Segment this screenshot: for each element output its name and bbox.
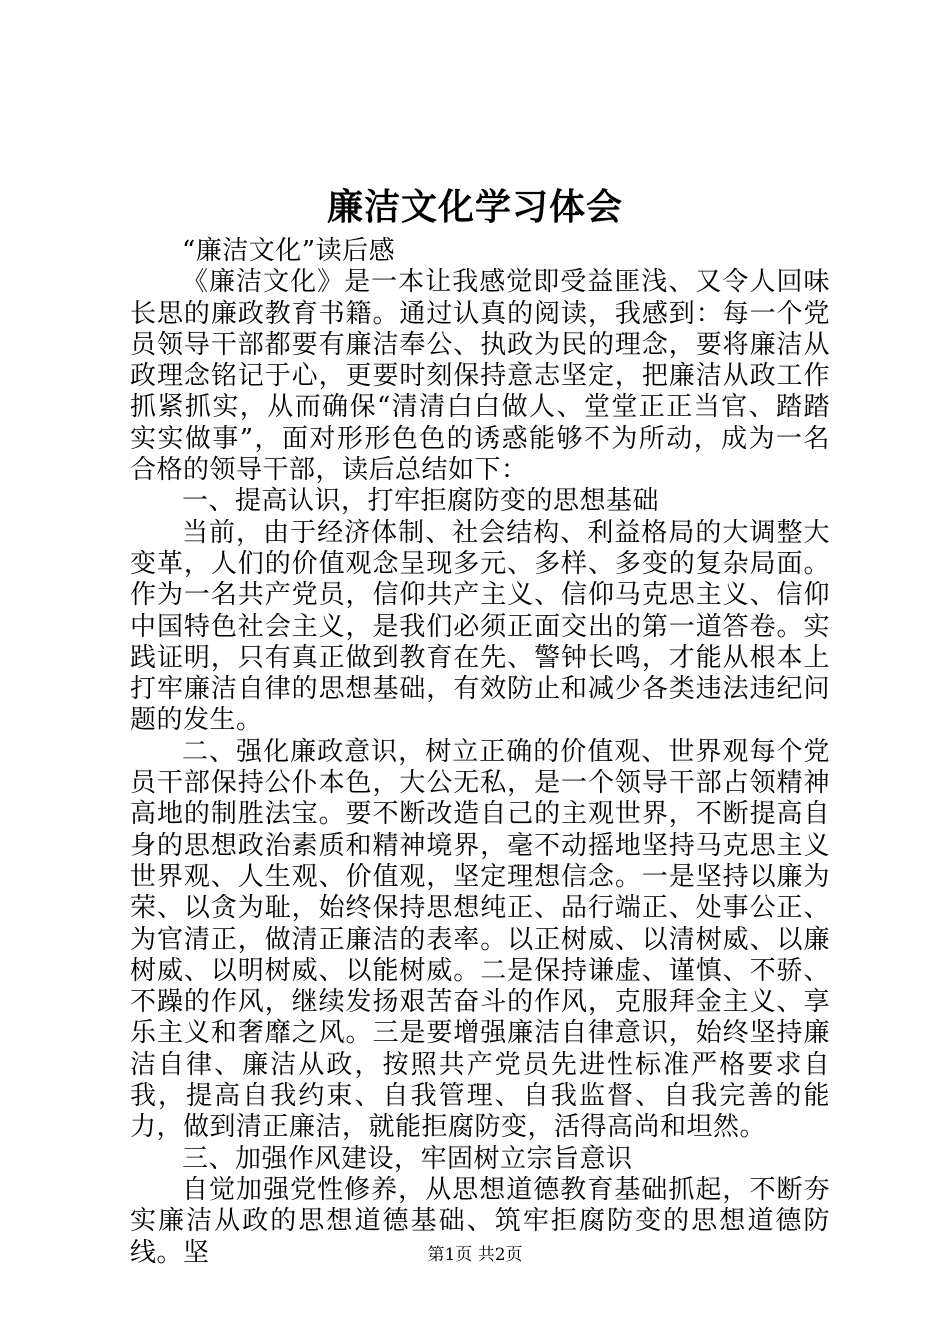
paragraph-intro: 《廉洁文化》是一本让我感觉即受益匪浅、又令人回味长思的廉政教育书籍。通过认真的阅读，我感到：每一个党员领导干部都要有廉洁奉公、执政为民的理念，要将廉洁从政理念铭记于心，更要时刻保持意志坚定，把廉洁从政工作抓紧抓实，从而确保“清清白白做人、堂堂正正当官、踏踏实实做事”，面对形形色色的诱惑能够不为所动，成为一名合格的领导干部，读后总结如下： [130,267,830,486]
paragraph-section-1: 当前，由于经济体制、社会结构、利益格局的大调整大变革，人们的价值观念呈现多元、多样、多变的复杂局面。作为一名共产党员，信仰共产主义、信仰马克思主义、信仰中国特色社会主义，是我们必须正面交出的第一道答卷。实践证明，只有真正做到教育在先、警钟长鸣，才能从根本上打牢廉洁自律的思想基础，有效防止和减少各类违法违纪问题的发生。 [130,517,830,736]
document-title: 廉洁文化学习体会 [326,186,623,228]
section-heading-3: 三、加强作风建设，牢固树立宗旨意识 [182,1143,633,1174]
paragraph-subtitle: “廉洁文化”读后感 [182,236,396,266]
document-body [130,236,830,1269]
paragraph-section-3: 自觉加强党性修养，从思想道德教育基础抓起，不断夯实廉洁从政的思想道德基础、筑牢拒腐防变的思想道德防线。坚 [130,1174,830,1268]
page-footer: 第1页 共2页 [427,1245,523,1265]
paragraph-section-2: 二、强化廉政意识，树立正确的价值观、世界观每个党员干部保持公仆本色，大公无私，是一个领导干部占领精神高地的制胜法宝。要不断改造自己的主观世界，不断提高自身的思想政治素质和精神境界，毫不动摇地坚持马克思主义世界观、人生观、价值观，坚定理想信念。一是坚持以廉为荣、以贪为耻，始终保持思想纯正、品行端正、处事公正、为官清正，做清正廉洁的表率。以正树威、以清树威、以廉树威、以明树威、以能树威。二是保持谦虚、谨慎、不骄、不躁的作风，继续发扬艰苦奋斗的作风，克服拜金主义、享乐主义和奢靡之风。三是要增强廉洁自律意识，始终坚持廉洁自律、廉洁从政，按照共产党员先进性标准严格要求自我，提高自我约束、自我管理、自我监督、自我完善的能力，做到清正廉洁，就能拒腐防变，活得高尚和坦然。 [130,736,830,1143]
section-heading-1: 一、提高认识，打牢拒腐防变的思想基础 [182,486,660,517]
